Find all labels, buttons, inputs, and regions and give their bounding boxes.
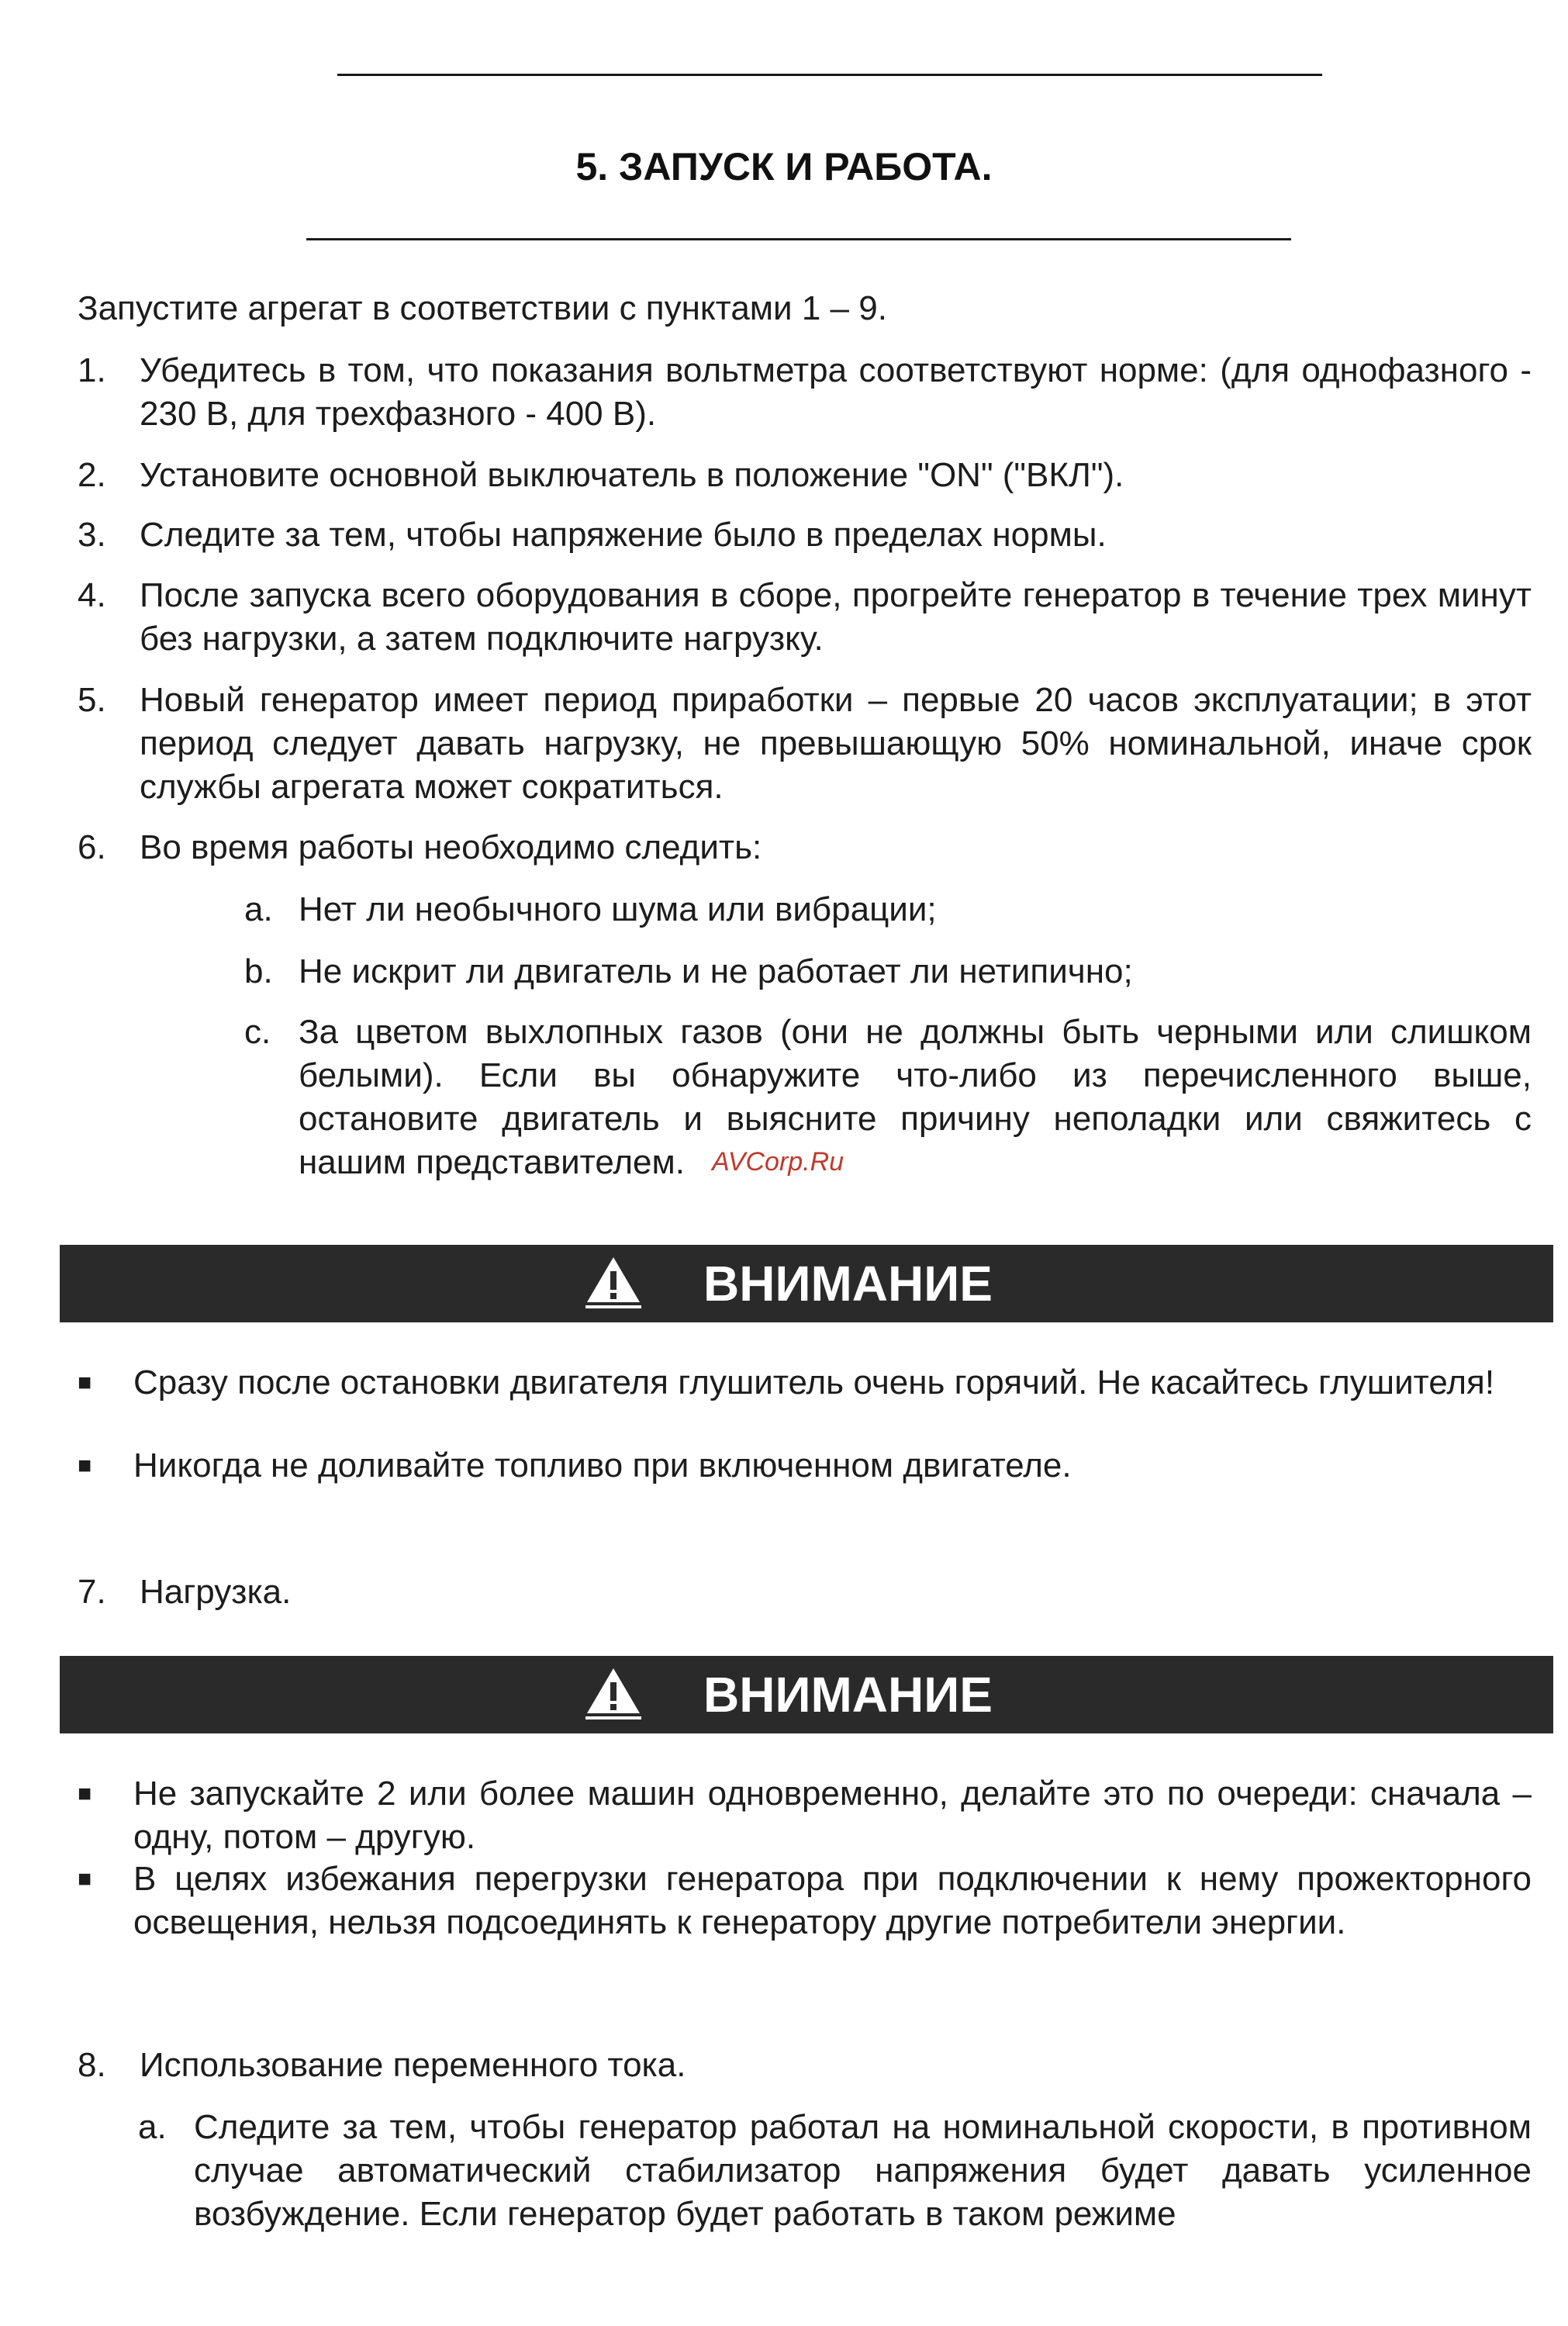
substep-text: Не искрит ли двигатель и не работает ли нетипично; [299, 952, 1133, 990]
bullet-text: Никогда не доливайте топливо при включенном двигателе. [133, 1446, 1072, 1484]
step-number: 3. [78, 516, 106, 554]
substep-text: Нет ли необычного шума или вибрации; [299, 890, 937, 928]
step-3 [78, 513, 1532, 557]
step-8 [78, 2044, 1532, 2087]
top-rule [337, 74, 1322, 76]
warning-triangle-icon [585, 1665, 641, 1721]
step-text: Установите основной выключатель в положение "ON" ("ВКЛ"). [140, 456, 1124, 494]
warning-banner-2 [60, 1656, 1553, 1733]
warning-1-bullet-1 [78, 1361, 1532, 1405]
step-text: Новый генератор имеет период приработки – первые 20 часов эксплуатации; в этот период следует давать нагрузку, не превышающую 50% номинальной, иначе срок службы агрегата может сократиться. [140, 681, 1532, 806]
watermark: AVCorp.Ru [712, 1147, 844, 1177]
section-title: 5. ЗАПУСК И РАБОТА. [575, 145, 993, 188]
step-number: 8. [78, 2046, 106, 2084]
step-number: 2. [78, 456, 106, 494]
step-number: 4. [78, 576, 106, 614]
step-text: После запуска всего оборудования в сборе, прогрейте генератор в течение трех минут без нагрузки, а затем подключите нагрузку. [140, 576, 1532, 658]
substep-text: Следите за тем, чтобы генератор работал на номинальной скорости, в противном случае автоматический стабилизатор напряжения будет давать усиленное возбуждение. Если генератор будет работать в таком режиме [194, 2108, 1532, 2233]
bullet-square-icon: ■ [78, 1453, 92, 1478]
warning-2-bullet-1 [78, 1772, 1532, 1859]
step-6 [78, 826, 1532, 869]
bullet-square-icon: ■ [78, 1370, 92, 1395]
warning-label: ВНИМАНИЕ [703, 1667, 993, 1723]
step-number: 1. [78, 351, 106, 389]
step-number: 7. [78, 1573, 106, 1611]
step-text: Использование переменного тока. [140, 2046, 686, 2084]
bullet-square-icon: ■ [78, 1781, 92, 1806]
substep-letter: c. [244, 1013, 271, 1051]
step-7 [78, 1571, 1532, 1614]
warning-1-bullet-2 [78, 1444, 1532, 1488]
substep-text: За цветом выхлопных газов (они не должны быть черными или слишком белыми). Если вы обнаружите что-либо из перечисленного выше, остановите двигатель и выясните причину неполадки или свяжитесь с нашим представителем. [299, 1013, 1532, 1181]
substep-letter: a. [244, 890, 273, 928]
substep-letter: a. [138, 2108, 167, 2146]
bullet-text: Не запускайте 2 или более машин одновременно, делайте это по очереди: сначала – одну, потом – другую. [133, 1775, 1532, 1856]
step-text: Убедитесь в том, что показания вольтметра соответствуют норме: (для однофазного - 230 В, для трехфазного - 400 В). [140, 351, 1532, 433]
step-8-a [138, 2106, 1532, 2236]
substep-c [244, 1011, 1532, 1184]
substep-b [244, 950, 1532, 994]
step-number: 6. [78, 828, 106, 866]
step-text: Нагрузка. [140, 1573, 292, 1611]
step-text: Следите за тем, чтобы напряжение было в пределах нормы. [140, 516, 1107, 554]
intro-text: Запустите агрегат в соответствии с пунктами 1 – 9. [78, 289, 887, 327]
warning-label: ВНИМАНИЕ [703, 1256, 993, 1312]
warning-2-bullet-2 [78, 1858, 1532, 1944]
substep-letter: b. [244, 952, 273, 990]
step-text: Во время работы необходимо следить: [140, 828, 762, 866]
step-4 [78, 574, 1532, 661]
warning-triangle-icon [585, 1254, 641, 1310]
title-rule [306, 238, 1291, 240]
substep-a [244, 888, 1532, 931]
bullet-text: В целях избежания перегрузки генератора при подключении к нему прожекторного освещения, нельзя подсоединять к генератору другие потребители энергии. [133, 1860, 1532, 1941]
step-5 [78, 679, 1532, 809]
step-number: 5. [78, 681, 106, 719]
bullet-text: Сразу после остановки двигателя глушитель очень горячий. Не касайтесь глушителя! [133, 1363, 1495, 1401]
bullet-square-icon: ■ [78, 1866, 92, 1892]
step-1 [78, 349, 1532, 436]
warning-banner-1 [60, 1245, 1553, 1322]
step-2 [78, 454, 1532, 497]
